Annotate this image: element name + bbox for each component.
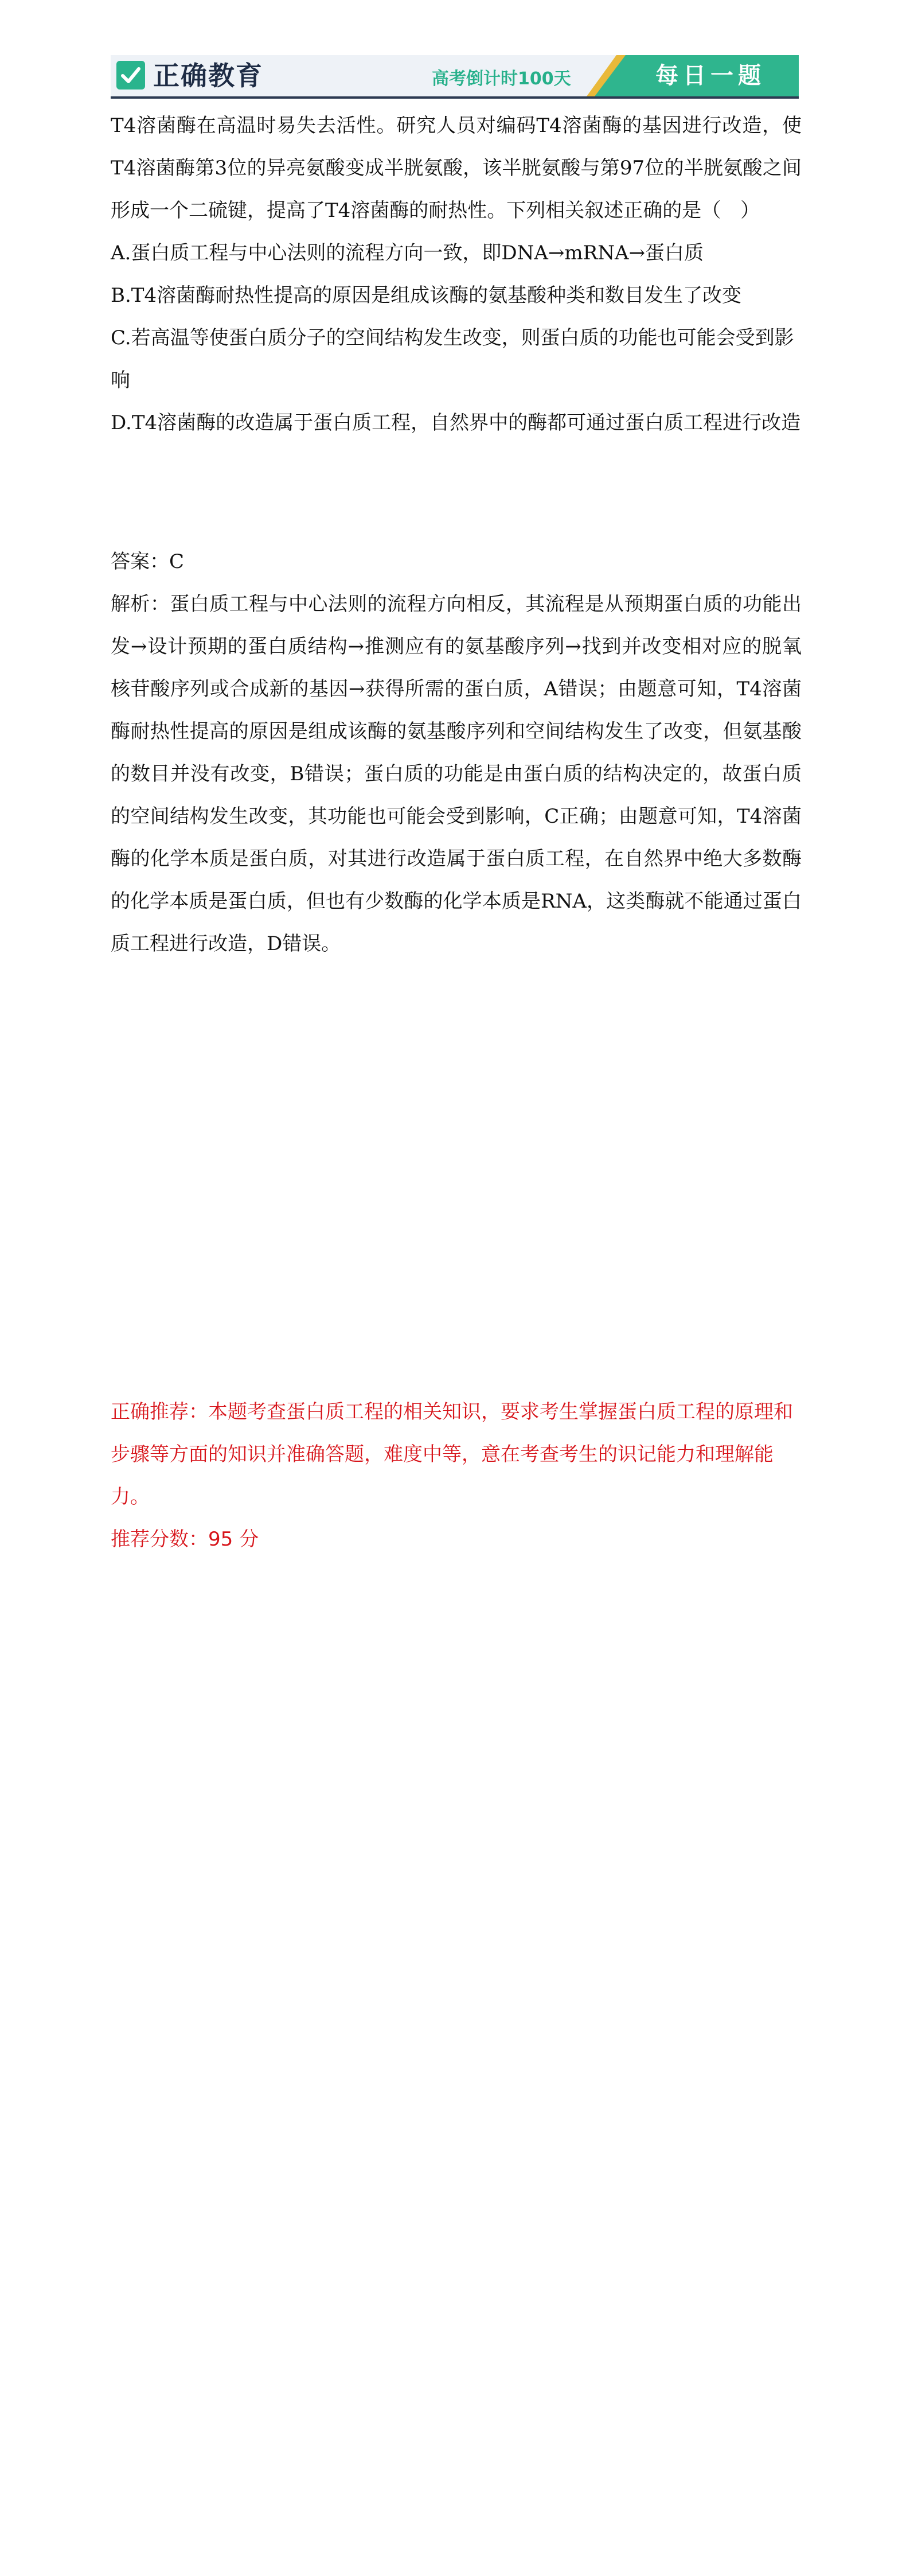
answer-analysis: 解析：蛋白质工程与中心法则的流程方向相反，其流程是从预期蛋白质的功能出发→设计预期的蛋白质结构→推测应有的氨基酸序列→找到并改变相对应的脱氧核苷酸序列或合成新的基因→获得所需的蛋白质，A错误；由题意可知，T4溶菌酶耐热性提高的原因是组成该酶的氨基酸序列和空间结构发生了改变，但氨基酸的数目并没有改变，B错误；蛋白质的功能是由蛋白质的结构决定的，故蛋白质的空间结构发生改变，其功能也可能会受到影响，C正确；由题意可知，T4溶菌酶的化学本质是蛋白质，对其进行改造属于蛋白质工程，在自然界中绝大多数酶的化学本质是蛋白质，但也有少数酶的化学本质是RNA，这类酶就不能通过蛋白质工程进行改造，D错误。: [111, 593, 802, 955]
option-a: A.蛋白质工程与中心法则的流程方向一致，即DNA→mRNA→蛋白质: [111, 242, 704, 264]
countdown-label: 高考倒计时100天: [432, 69, 571, 89]
option-d: D.T4溶菌酶的改造属于蛋白质工程，自然界中的酶都可通过蛋白质工程进行改造: [111, 411, 801, 434]
spacer: [111, 444, 802, 540]
header-underline: [111, 96, 799, 99]
recommendation-block: [111, 1391, 802, 1561]
question-stem: T4溶菌酶在高温时易失去活性。研究人员对编码T4溶菌酶的基因进行改造，使T4溶菌酶第3位的异亮氨酸变成半胱氨酸，该半胱氨酸与第97位的半胱氨酸之间形成一个二硫键，提高了T4溶菌酶的耐热性。下列相关叙述正确的是（ ）: [111, 114, 802, 222]
answer-label: 答案：C: [111, 550, 185, 573]
daily-question-label: 每日一题: [655, 63, 766, 89]
option-b: B.T4溶菌酶耐热性提高的原因是组成该酶的氨基酸种类和数目发生了改变: [111, 284, 742, 307]
recommendation-text: 正确推荐：本题考查蛋白质工程的相关知识，要求考生掌握蛋白质工程的原理和步骤等方面的知识并准确答题，难度中等，意在考查考生的识记能力和理解能力。: [111, 1400, 793, 1508]
checkmark-icon: [116, 61, 145, 90]
option-c: C.若高温等使蛋白质分子的空间结构发生改变，则蛋白质的功能也可能会受到影响: [111, 326, 794, 392]
brand-name: 正确教育: [153, 60, 263, 91]
recommended-score: 推荐分数：95 分: [111, 1528, 259, 1551]
daily-question-tab: [587, 55, 799, 96]
question-content: [111, 104, 802, 965]
header-banner: [111, 55, 799, 99]
